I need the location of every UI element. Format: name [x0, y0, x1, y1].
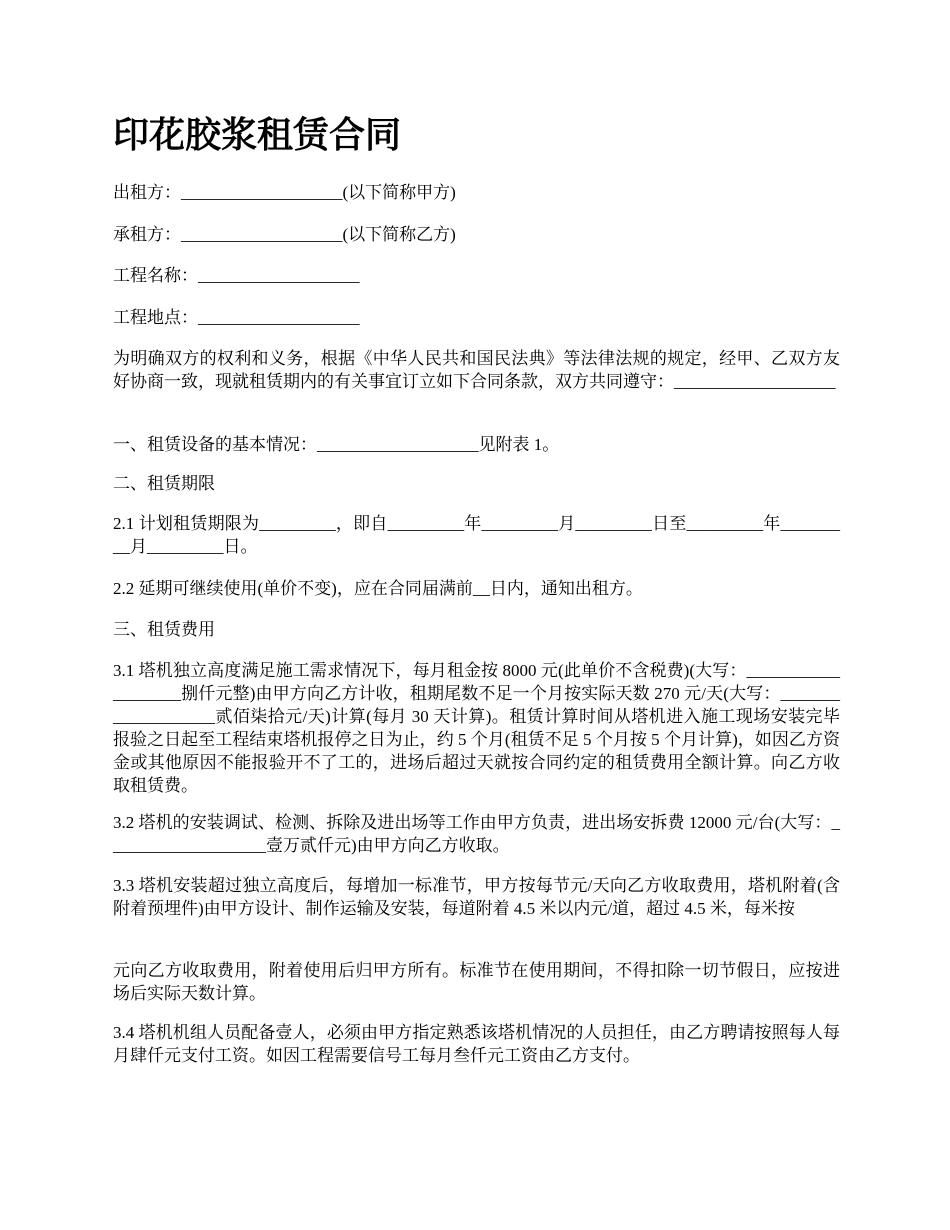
clause-3-2: 3.2 塔机的安装调试、检测、拆除及进出场等工作由甲方负责，进出场安拆费 12000 元/台(大写：___________________壹万贰仟元)由甲方向乙方收取。 [113, 813, 840, 855]
clause-3-3-continued: 元向乙方收取费用，附着使用后归甲方所有。标准节在使用期间，不得扣除一切节假日，应按进场后实际天数计算。 [113, 961, 840, 1003]
clause-3-3: 3.3 塔机安装超过独立高度后，每增加一标准节，甲方按每节元/天向乙方收取费用，塔机附着(含附着预埋件)由甲方设计、制作运输及安装，每道附着 4.5 米以内元/道，超过 4.5 米，每米按 [113, 876, 840, 918]
clause-2-2: 2.2 延期可继续使用(单价不变)，应在合同届满前__日内，通知出租方。 [113, 579, 643, 598]
clause-2-1: 2.1 计划租赁期限为_________，即自_________年_________月_________日至_________年_________月_________日。 [113, 514, 840, 556]
lessee-line: 承租方：___________________(以下简称乙方) [113, 225, 456, 244]
clause-3-4: 3.4 塔机机组人员配备壹人，必须由甲方指定熟悉该塔机情况的人员担任，由乙方聘请按照每人每月肆仟元支付工资。如因工程需要信号工每月叁仟元工资由乙方支付。 [113, 1023, 840, 1065]
clause-3-1: 3.1 塔机独立高度满足施工需求情况下，每月租金按 8000 元(此单价不含税费)(大写：___________________捌仟元整)由甲方向乙方计收，租期尾数不足一个月按实际天数 270 元/天(大写：___________________贰佰柒拾元/天)计算(每月 30 天计算)。租赁计算时间从塔机进入施工现场安装完毕报验之日起至工程结束塔机报停之日为止，约 5 个月(租赁不足 5 个月按 5 个月计算)，如因乙方资金或其他原因不能报验开不了工的，进场后超过天就按合同约定的租赁费用全额计算。向乙方收取租赁费。 [113, 661, 840, 795]
document-title: 印花胶浆租赁合同 [113, 115, 402, 156]
project-name-line: 工程名称：___________________ [113, 266, 360, 285]
section-2-heading: 二、租赁期限 [113, 474, 215, 493]
section-3-heading: 三、租赁费用 [113, 620, 215, 639]
section-1-equipment: 一、租赁设备的基本情况：___________________见附表 1。 [113, 435, 560, 454]
preamble-paragraph: 为明确双方的权利和义务，根据《中华人民共和国民法典》等法律法规的规定，经甲、乙双方友好协商一致，现就租赁期内的有关事宜订立如下合同条款，双方共同遵守：___________________ [113, 349, 840, 391]
project-location-line: 工程地点：___________________ [113, 308, 360, 327]
lessor-line: 出租方：___________________(以下简称甲方) [113, 183, 456, 202]
